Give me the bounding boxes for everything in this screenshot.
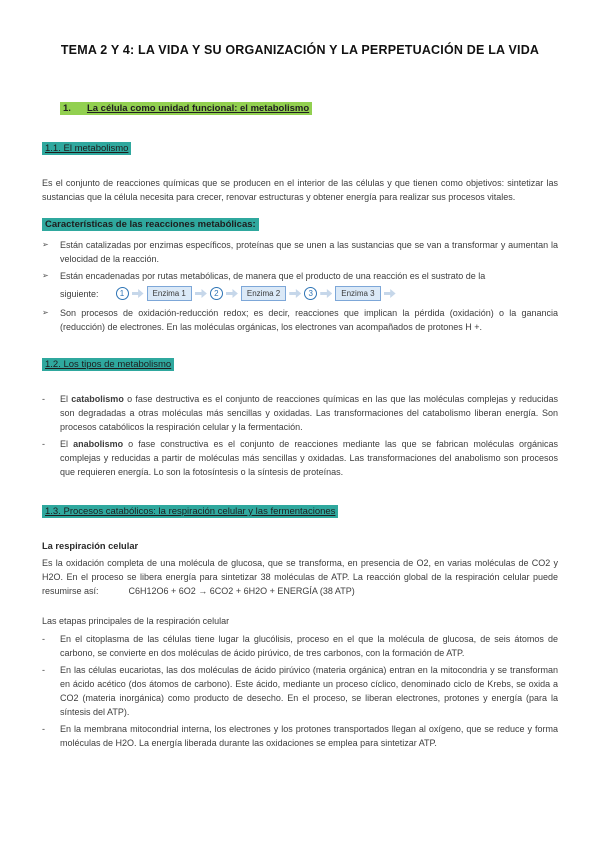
enzyme-pathway-diagram bbox=[60, 286, 558, 301]
list-item-membrana-mitocondrial bbox=[42, 722, 558, 750]
respiracion-celular-heading: La respiración celular bbox=[42, 541, 139, 551]
metabolismo-intro-paragraph: Es el conjunto de reacciones químicas que se producen en el interior de las células y que tienen como objetivos: sintetizar las sustancias que la célula necesita para crecer, renovar estructuras y obtener energía para realizar sus procesos vitales. bbox=[42, 178, 558, 202]
section-1-3-title: 1.3. Procesos catabólicos: la respiración celular y las fermentaciones bbox=[42, 505, 338, 518]
arrow-bullet-icon: ➢ bbox=[42, 240, 49, 249]
list-item-text: Están catalizadas por enzimas específicos, proteínas que se unen a las sustancias que se van a transformar y aumentan la velocidad de la reacción. bbox=[60, 240, 558, 264]
list-item-rutas-metabolicas bbox=[42, 269, 558, 303]
respiracion-paragraph bbox=[42, 556, 558, 598]
dash-bullet: - bbox=[42, 394, 45, 404]
list-item-text: Son procesos de oxidación-reducción redox; es decir, reacciones que implican la pérdida (oxidación) o la ganancia (reducción) de electrones. En las moléculas orgánicas, los electrones van acompañados de protones H +. bbox=[60, 308, 558, 332]
section-1-number: 1. bbox=[63, 103, 71, 114]
section-1-2-heading bbox=[42, 358, 558, 372]
list-item-text: En las células eucariotas, las dos moléculas de ácido pirúvico (materia orgánica) entran en la mitocondria y se transforman en ácido acético (dos átomos de carbono). Este ácido, mediante un proceso cíclico, denominado ciclo de Krebs, se oxida a CO2 (materia inorgánica) como producto de desecho. En el proceso, se liberan electrones, protones y energía (para la síntesis del ATP). bbox=[60, 665, 558, 717]
list-item-text: En la membrana mitocondrial interna, los electrones y los protones transportados llegan al oxígeno, que se reduce y forma moléculas de H2O. La energía liberada durante las oxidaciones se emplea para sintetizar ATP. bbox=[60, 724, 558, 748]
anabolismo-term: anabolismo bbox=[73, 439, 124, 449]
substrate-3-circle: 3 bbox=[304, 287, 317, 300]
etapas-list bbox=[42, 632, 558, 750]
arrow-bullet-icon: ➢ bbox=[42, 308, 49, 317]
right-arrow-icon bbox=[226, 289, 238, 298]
anabolismo-pre: El bbox=[60, 439, 74, 449]
list-item-text: En el citoplasma de las células tiene lugar la glucólisis, proceso en el que la molécula de glucosa, de seis átomos de carbono, se convierte en dos moléculas de ácido pirúvico, de tres carbonos, con la formación de ATP. bbox=[60, 634, 558, 658]
caracteristicas-heading bbox=[42, 218, 558, 232]
list-item-anabolismo bbox=[42, 437, 558, 479]
section-1-1-heading bbox=[42, 142, 558, 156]
list-item-catalizadas bbox=[42, 238, 558, 266]
list-item-ciclo-krebs bbox=[42, 663, 558, 719]
enzyme-3-box: Enzima 3 bbox=[335, 286, 380, 301]
right-arrow-icon bbox=[132, 289, 144, 298]
respiration-equation: C6H12O6 + 6O2 → 6CO2 + 6H2O + ENERGÍA (38 ATP) bbox=[128, 586, 355, 596]
section-1-highlight bbox=[60, 102, 312, 115]
dash-bullet: - bbox=[42, 665, 45, 675]
right-arrow-icon bbox=[289, 289, 301, 298]
section-1-heading bbox=[60, 102, 558, 116]
caracteristicas-title: Características de las reacciones metabólicas: bbox=[42, 218, 259, 231]
list-item-catabolismo bbox=[42, 392, 558, 434]
list-item-content bbox=[60, 269, 558, 303]
respiracion-text: Es la oxidación completa de una molécula de glucosa, que se transforma, en presencia de O2, en varias moléculas de CO2 y H2O. En el proceso se libera energía para sintetizar 38 moléculas de ATP. La reacción global de la respiración celular puede resumirse así: bbox=[42, 558, 558, 596]
section-1-3-heading bbox=[42, 505, 558, 519]
catabolismo-rest: o fase destructiva es el conjunto de reacciones químicas en las que las moléculas complejas y reducidas son degradadas a otras moléculas más sencillas y oxidadas. Las transformaciones del catabolismo liberan energía. Son procesos catabólicos la respiración celular y la fermentación. bbox=[60, 394, 558, 432]
list-item-redox bbox=[42, 306, 558, 334]
dash-bullet: - bbox=[42, 634, 45, 644]
section-1-2-title: 1.2. Los tipos de metabolismo bbox=[42, 358, 174, 371]
etapas-intro: Las etapas principales de la respiración celular bbox=[42, 616, 230, 626]
enzyme-2-box: Enzima 2 bbox=[241, 286, 286, 301]
dash-bullet: - bbox=[42, 439, 45, 449]
catabolismo-pre: El bbox=[60, 394, 72, 404]
document-title: TEMA 2 Y 4: LA VIDA Y SU ORGANIZACIÓN Y LA PERPETUACIÓN DE LA VIDA bbox=[60, 43, 540, 57]
arrow-bullet-icon: ➢ bbox=[42, 271, 49, 280]
right-arrow-icon bbox=[320, 289, 332, 298]
enzyme-1-box: Enzima 1 bbox=[147, 286, 192, 301]
dash-bullet: - bbox=[42, 724, 45, 734]
caracteristicas-list bbox=[42, 238, 558, 334]
list-item-text: Están encadenadas por rutas metabólicas, de manera que el producto de una reacción es el sustrato de la bbox=[60, 271, 486, 281]
right-arrow-icon bbox=[384, 289, 396, 298]
right-arrow-icon bbox=[195, 289, 207, 298]
diagram-lead-text: siguiente: bbox=[60, 288, 99, 299]
list-item-text bbox=[60, 392, 558, 434]
section-1-title: La célula como unidad funcional: el metabolismo bbox=[86, 103, 310, 114]
tipos-metabolismo-list bbox=[42, 392, 558, 479]
list-item-text bbox=[60, 437, 558, 479]
section-1-1-title: 1.1. El metabolismo bbox=[42, 142, 131, 155]
list-item-glucolisis bbox=[42, 632, 558, 660]
anabolismo-rest: o fase constructiva es el conjunto de reacciones mediante las que se fabrican moléculas orgánicas complejas y reducidas a partir de moléculas más sencillas y oxidadas. Las transformaciones del anabolismo son procesos que requieren energía. Lo son la fotosíntesis o la síntesis de proteínas. bbox=[60, 439, 558, 477]
catabolismo-term: catabolismo bbox=[71, 394, 124, 404]
substrate-2-circle: 2 bbox=[210, 287, 223, 300]
substrate-1-circle: 1 bbox=[116, 287, 129, 300]
